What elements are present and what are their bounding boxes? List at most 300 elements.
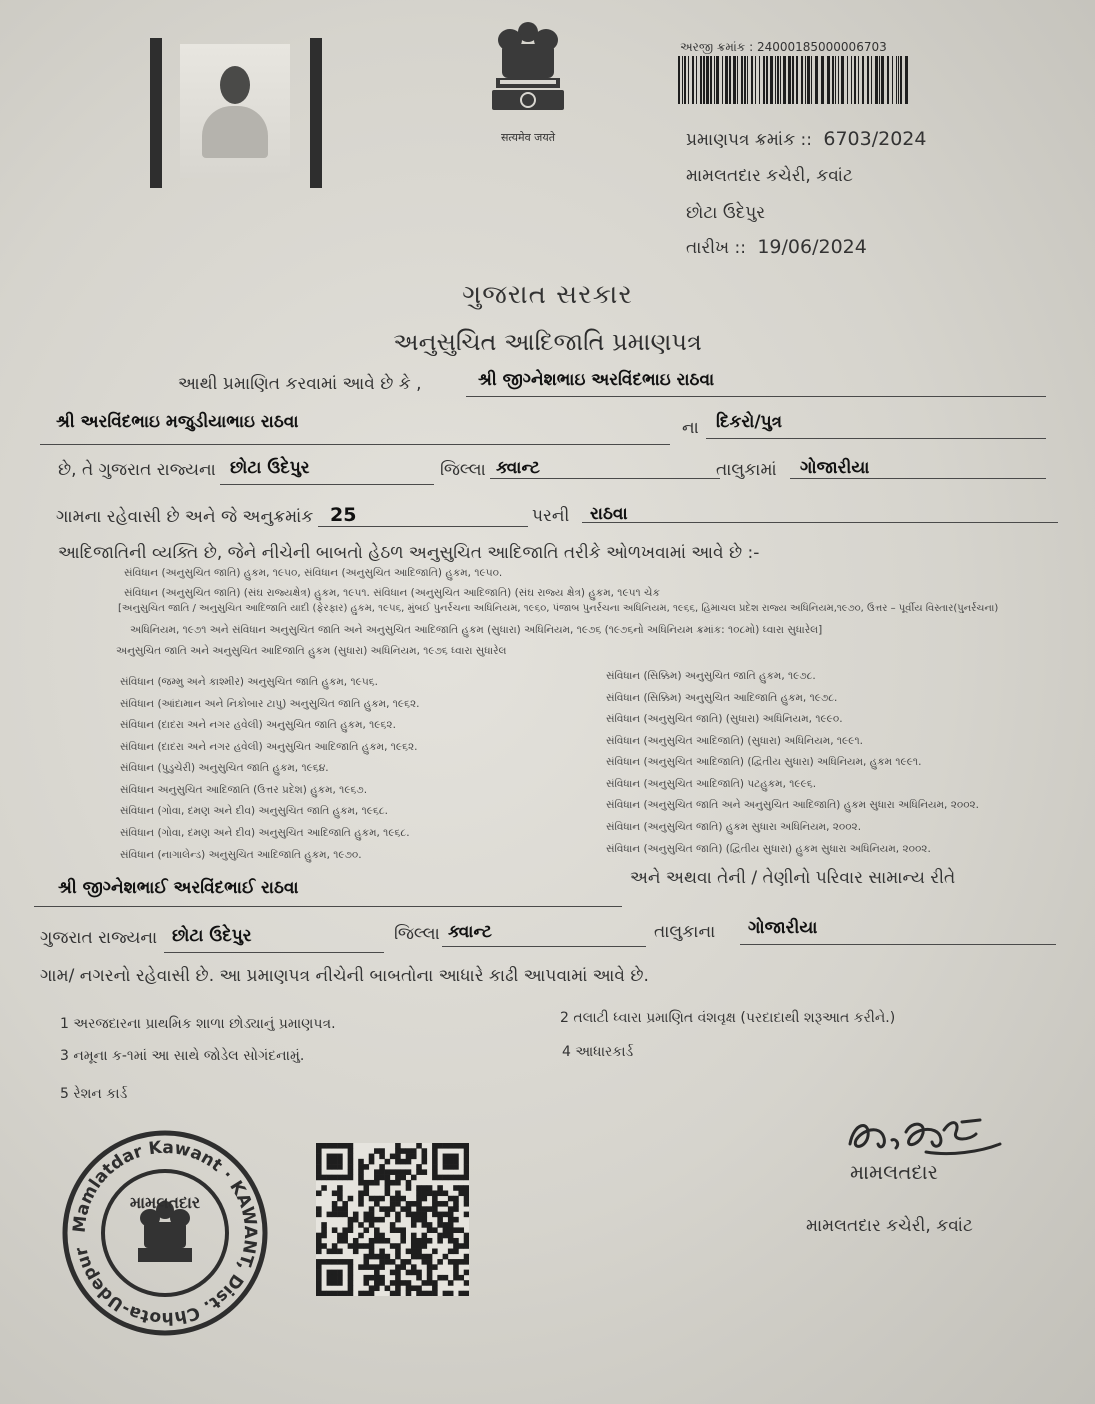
qr-module — [427, 1254, 433, 1260]
qr-module — [379, 1238, 385, 1244]
qr-module — [363, 1254, 369, 1260]
qr-module — [453, 1259, 459, 1265]
qr-module — [316, 1275, 322, 1281]
qr-module — [369, 1275, 375, 1281]
qr-module — [342, 1259, 348, 1265]
qr-module — [432, 1285, 438, 1291]
barcode-bar — [827, 56, 830, 104]
barcode-graphic — [678, 56, 910, 104]
barcode-bar — [905, 56, 908, 104]
qr-module — [390, 1270, 396, 1276]
qr-module — [427, 1275, 433, 1281]
qr-module — [348, 1175, 354, 1181]
qr-module — [437, 1238, 443, 1244]
qr-module — [379, 1249, 385, 1255]
qr-module — [432, 1201, 438, 1207]
barcode-bar — [751, 56, 753, 104]
qr-module — [353, 1212, 359, 1218]
qr-module — [448, 1143, 454, 1149]
qr-module — [432, 1190, 438, 1196]
qr-module — [348, 1280, 354, 1286]
qr-module — [348, 1275, 354, 1281]
qr-module — [358, 1201, 364, 1207]
order-right-item: સંવિધાન (સિક્કિમ) અનુસુચિત જાતિ હુકમ, ૧૯૭૮. — [606, 670, 816, 682]
qr-module — [432, 1148, 438, 1154]
qr-module — [337, 1238, 343, 1244]
qr-module — [395, 1264, 401, 1270]
barcode — [678, 56, 910, 104]
barcode-bar — [688, 56, 689, 104]
barcode-bar — [875, 56, 878, 104]
qr-module — [458, 1227, 464, 1233]
qr-module — [316, 1206, 322, 1212]
barcode-bar — [678, 56, 680, 104]
qr-module — [316, 1175, 322, 1181]
qr-module — [363, 1164, 369, 1170]
qr-module — [337, 1196, 343, 1202]
barcode-bar — [832, 56, 834, 104]
qr-module — [369, 1212, 375, 1218]
qr-module — [416, 1270, 422, 1276]
qr-module — [437, 1201, 443, 1207]
qr-module — [342, 1206, 348, 1212]
qr-module — [332, 1159, 338, 1165]
qr-module — [411, 1243, 417, 1249]
signatory-office: મામલતદાર કચેરી, કવાંટ — [806, 1216, 973, 1236]
family-label: અને અથવા તેની / તેણીનો પરિવાર સામાન્ય રીતે — [630, 868, 956, 888]
qr-module — [363, 1275, 369, 1281]
qr-module — [406, 1291, 412, 1296]
barcode-bar — [737, 56, 738, 104]
qr-module — [453, 1185, 459, 1191]
qr-module — [390, 1169, 396, 1175]
photo-head — [220, 66, 250, 104]
qr-module — [464, 1212, 469, 1218]
barcode-bar — [881, 56, 884, 104]
qr-module — [427, 1227, 433, 1233]
qr-module — [369, 1243, 375, 1249]
qr-module — [422, 1222, 428, 1228]
qr-module — [348, 1285, 354, 1291]
qr-module — [348, 1270, 354, 1276]
qr-module — [464, 1159, 469, 1165]
qr-module — [400, 1227, 406, 1233]
qr-module — [437, 1190, 443, 1196]
barcode-bar — [747, 56, 748, 104]
qr-module — [395, 1169, 401, 1175]
qr-module — [348, 1164, 354, 1170]
qr-module — [437, 1212, 443, 1218]
qr-module — [390, 1243, 396, 1249]
qr-module — [453, 1264, 459, 1270]
qr-module — [374, 1275, 380, 1281]
document-item-4: 4 આધારકાર્ડ — [562, 1044, 634, 1060]
qr-module — [348, 1264, 354, 1270]
qr-module — [348, 1291, 354, 1296]
qr-module — [464, 1169, 469, 1175]
orders-right-column — [606, 670, 979, 864]
qr-module — [416, 1243, 422, 1249]
qr-module — [342, 1233, 348, 1239]
order-left-item: સંવિધાન (ગોવા, દમણ અને દીવ) અનુસુચિત આદિજાતિ હુકમ, ૧૯૬૮. — [120, 826, 410, 839]
order-right-item: સંવિધાન (અનુસુચિત જાતિ) (સુધારા) અધિનિયમ, ૧૯૯૦. — [606, 713, 843, 726]
order-right-item: સંવિધાન (અનુસુચિત આદિજાતિ) (સુધારા) અધિનિયમ, ૧૯૯૧. — [606, 734, 863, 747]
qr-module — [337, 1233, 343, 1239]
taluka-label: તાલુકામાં — [716, 460, 777, 480]
qr-module — [385, 1212, 391, 1218]
qr-module — [464, 1201, 469, 1207]
document-item-3: 3 નમૂના ક-૧માં આ સાથે જોડેલ સોગંદનામું. — [60, 1048, 305, 1064]
qr-module — [416, 1275, 422, 1281]
qr-module — [464, 1259, 469, 1265]
qr-module — [458, 1190, 464, 1196]
qr-module — [379, 1154, 385, 1160]
qr-module — [411, 1249, 417, 1255]
qr-module — [316, 1164, 322, 1170]
qr-module — [422, 1291, 428, 1296]
qr-module — [453, 1206, 459, 1212]
qr-module — [379, 1254, 385, 1260]
qr-module — [400, 1280, 406, 1286]
qr-module — [443, 1190, 449, 1196]
qr-module — [369, 1285, 375, 1291]
qr-module — [369, 1159, 375, 1165]
ashoka-emblem-icon — [486, 14, 570, 126]
qr-module — [369, 1217, 375, 1223]
qr-module — [358, 1190, 364, 1196]
qr-module — [379, 1280, 385, 1286]
qr-module — [432, 1164, 438, 1170]
qr-module — [332, 1270, 338, 1276]
qr-module — [453, 1175, 459, 1181]
family-state-label: ગુજરાત રાજ્યના — [40, 928, 158, 948]
qr-module — [443, 1254, 449, 1260]
qr-module — [422, 1154, 428, 1160]
family-district-line — [164, 952, 384, 953]
barcode-bar — [796, 56, 798, 104]
qr-module — [374, 1169, 380, 1175]
qr-module — [316, 1291, 322, 1296]
qr-module — [316, 1159, 322, 1165]
qr-module — [464, 1280, 469, 1286]
barcode-bar — [706, 56, 709, 104]
qr-module — [406, 1201, 412, 1207]
issue-date: 19/06/2024 — [757, 236, 867, 258]
qr-module — [374, 1285, 380, 1291]
qr-module — [400, 1196, 406, 1202]
qr-module — [316, 1212, 322, 1218]
qr-module — [327, 1259, 333, 1265]
qr-module — [443, 1175, 449, 1181]
qr-module — [369, 1222, 375, 1228]
qr-module — [422, 1238, 428, 1244]
qr-module — [464, 1154, 469, 1160]
qr-module — [321, 1175, 327, 1181]
qr-module — [448, 1280, 454, 1286]
qr-module — [395, 1143, 401, 1149]
qr-module — [443, 1154, 449, 1160]
qr-module — [464, 1196, 469, 1202]
barcode-bar — [896, 56, 897, 104]
holder-name: શ્રી જીગ્નેશભાઇ અરવિંદભાઇ રાઠવા — [478, 370, 715, 390]
qr-module — [448, 1259, 454, 1265]
qr-module — [316, 1270, 322, 1276]
qr-module — [432, 1175, 438, 1181]
family-taluka-line — [442, 946, 646, 947]
qr-module — [395, 1190, 401, 1196]
qr-module — [395, 1148, 401, 1154]
qr-module — [416, 1254, 422, 1260]
qr-module — [390, 1201, 396, 1207]
qr-module — [411, 1148, 417, 1154]
signature-scribble-icon — [840, 1110, 1010, 1160]
qr-module — [348, 1169, 354, 1175]
qr-module — [348, 1143, 354, 1149]
barcode-bar — [838, 56, 839, 104]
qr-module — [369, 1264, 375, 1270]
qr-module — [443, 1143, 449, 1149]
qr-module — [316, 1249, 322, 1255]
qr-module — [395, 1159, 401, 1165]
qr-module — [453, 1217, 459, 1223]
qr-module — [416, 1212, 422, 1218]
qr-module — [411, 1233, 417, 1239]
issuing-office: મામલતદાર કચેરી, કવાંટ — [686, 166, 853, 186]
qr-module — [332, 1227, 338, 1233]
qr-module — [327, 1164, 333, 1170]
qr-module — [363, 1243, 369, 1249]
photo-border-left — [150, 38, 162, 188]
qr-module — [395, 1154, 401, 1160]
intro-label: આથી પ્રમાણિત કરવામાં આવે છે કે , — [178, 374, 422, 394]
qr-module — [316, 1243, 322, 1249]
qr-module — [443, 1275, 449, 1281]
qr-module — [342, 1291, 348, 1296]
order-line-5: અનુસુચિત જાતિ અને અનુસુચિત આદિજાતિ હુકમ (સુધારા) અધિનિયમ, ૧૯૭૬ ધ્વારા સુધારેલ — [116, 645, 507, 657]
qr-module — [411, 1175, 417, 1181]
qr-module — [327, 1270, 333, 1276]
qr-module — [422, 1185, 428, 1191]
qr-module — [363, 1185, 369, 1191]
qr-module — [342, 1227, 348, 1233]
barcode-bar — [854, 56, 856, 104]
qr-module — [464, 1164, 469, 1170]
qr-module — [395, 1180, 401, 1186]
qr-module — [390, 1227, 396, 1233]
qr-module — [316, 1233, 322, 1239]
qr-module — [385, 1254, 391, 1260]
qr-module — [406, 1249, 412, 1255]
qr-module — [406, 1270, 412, 1276]
qr-module — [327, 1291, 333, 1296]
barcode-bar — [770, 56, 773, 104]
qr-module — [464, 1243, 469, 1249]
qr-module — [416, 1164, 422, 1170]
barcode-bar — [725, 56, 728, 104]
barcode-bar — [900, 56, 902, 104]
qr-module — [448, 1159, 454, 1165]
barcode-bar — [714, 56, 715, 104]
qr-module — [358, 1180, 364, 1186]
qr-module — [374, 1270, 380, 1276]
qr-module — [348, 1243, 354, 1249]
qr-module — [464, 1190, 469, 1196]
barcode-bar — [879, 56, 880, 104]
qr-module — [400, 1175, 406, 1181]
qr-module — [458, 1243, 464, 1249]
order-right-item: સંવિધાન (અનુસુચિત આદિજાતિ) (દ્વિતીય સુધારા) અધિનિયમ, હુકમ ૧૯૯૧. — [606, 756, 922, 769]
certificate-number: 6703/2024 — [823, 128, 927, 150]
issue-date-row — [686, 236, 867, 258]
qr-module — [327, 1249, 333, 1255]
qr-module — [453, 1270, 459, 1276]
qr-module — [400, 1264, 406, 1270]
barcode-bar — [741, 56, 743, 104]
family-taluka-name: ક્વાન્ટ — [448, 922, 492, 942]
qr-module — [427, 1280, 433, 1286]
qr-module — [337, 1164, 343, 1170]
qr-module — [337, 1270, 343, 1276]
barcode-bar — [780, 56, 781, 104]
qr-module — [390, 1206, 396, 1212]
qr-module — [453, 1159, 459, 1165]
qr-module — [321, 1243, 327, 1249]
qr-module — [348, 1154, 354, 1160]
order-line-4: અધિનિયમ, ૧૯૭૧ અને સંવિધાન અનુસુચિત જાતિ અને અનુસુચિત આદિજાતિ હુકમ (સુધારા) અધિનિયમ, ૧૯૭૬ (૧૯૭૬નો અધિનિયમ ક્રમાંક: ૧૦૮મો) ધ્વારા સુધારેલ] — [130, 624, 823, 636]
qr-module — [422, 1190, 428, 1196]
qr-module — [374, 1201, 380, 1207]
order-line-1: સંવિધાન (અનુસુચિત જાતિ) હુકમ, ૧૯૫૦, સંવિધાન (અનુસુચિત આદિજાતિ) હુકમ, ૧૯૫૦. — [124, 567, 503, 579]
qr-module — [395, 1280, 401, 1286]
qr-module — [453, 1196, 459, 1202]
barcode-bar — [862, 56, 864, 104]
qr-module — [332, 1175, 338, 1181]
qr-module — [453, 1243, 459, 1249]
qr-module — [348, 1222, 354, 1228]
order-line-3: [અનુસુચિત જાતિ / અનુસુચિત આદિજાતિ યાદી (ફેરફાર) હુકમ, ૧૯૫૬, મુંબઈ પુનર્રચના અધિનિયમ, ૧૯૬૦, પંજાબ પુનર્રચના અધિનિયમ, ૧૯૬૬, હિમાચલ પ્રદેશ રાજ્ય અધિનિયમ,૧૯૭૦, ઉત્તર – પૂર્વીય વિસ્તાર(પુનર્રચના) — [118, 603, 999, 614]
qr-module — [321, 1291, 327, 1296]
qr-module — [432, 1169, 438, 1175]
qr-module — [363, 1280, 369, 1286]
qr-module — [458, 1185, 464, 1191]
order-left-item: સંવિધાન (ગોવા, દમણ અને દીવ) અનુસુચિત જાતિ હુકમ, ૧૯૬૮. — [120, 805, 388, 818]
qr-module — [316, 1238, 322, 1244]
qr-module — [427, 1185, 433, 1191]
photo-border-right — [310, 38, 322, 188]
qr-module — [385, 1159, 391, 1165]
qr-module — [432, 1143, 438, 1149]
barcode-bar — [847, 56, 848, 104]
qr-module — [385, 1238, 391, 1244]
qr-module — [422, 1243, 428, 1249]
seal-icon — [60, 1128, 270, 1338]
qr-module — [337, 1275, 343, 1281]
family-district: છોટા ઉદેપુર — [172, 926, 252, 946]
qr-module — [416, 1291, 422, 1296]
qr-module — [316, 1190, 322, 1196]
qr-module — [400, 1148, 406, 1154]
qr-module — [348, 1148, 354, 1154]
qr-module — [395, 1249, 401, 1255]
qr-module — [363, 1264, 369, 1270]
qr-module — [327, 1175, 333, 1181]
qr-module — [374, 1217, 380, 1223]
qr-module — [427, 1264, 433, 1270]
document-item-2: 2 તલાટી ધ્વારા પ્રમાણિત વંશવૃક્ષ (પરદાદાથી શરૂઆત કરીને.) — [560, 1010, 896, 1026]
qr-module — [437, 1259, 443, 1265]
seal-center-text: મામલતદાર — [129, 1193, 201, 1212]
qr-module — [385, 1185, 391, 1191]
father-name-line — [40, 444, 670, 445]
qr-module — [327, 1275, 333, 1281]
qr-module — [337, 1212, 343, 1218]
qr-module — [400, 1259, 406, 1265]
qr-module — [411, 1254, 417, 1260]
qr-module — [358, 1159, 364, 1165]
qr-module — [432, 1249, 438, 1255]
qr-module — [448, 1175, 454, 1181]
qr-module — [453, 1238, 459, 1244]
qr-module — [369, 1196, 375, 1202]
qr-module — [316, 1148, 322, 1154]
relation: દિકરો/પુત્ર — [716, 412, 783, 432]
qr-module — [358, 1233, 364, 1239]
qr-module — [337, 1206, 343, 1212]
qr-module — [363, 1212, 369, 1218]
qr-module — [332, 1259, 338, 1265]
qr-module — [453, 1154, 459, 1160]
qr-module — [464, 1233, 469, 1239]
qr-module — [453, 1164, 459, 1170]
qr-module — [321, 1222, 327, 1228]
order-line-2: સંવિધાન (અનુસુચિત જાતિ) (સંઘ રાજ્યક્ષેત્ર) હુકમ, ૧૯૫૧. સંવિધાન (અનુસુચિત આદિજાતિ) (સંઘ રાજ્ય ક્ષેત્ર) હુકમ, ૧૯૫૧ ચેક — [124, 587, 660, 599]
qr-module — [406, 1169, 412, 1175]
barcode-bar — [867, 56, 869, 104]
qr-module — [448, 1206, 454, 1212]
qr-module — [363, 1217, 369, 1223]
qr-module — [374, 1196, 380, 1202]
order-left-item: સંવિધાન (નાગાલેન્ડ) અનુસુચિત આદિજાતિ હુકમ, ૧૯૭૦. — [120, 848, 362, 861]
relation-line — [706, 438, 1046, 439]
qr-module — [437, 1143, 443, 1149]
issue-date-label: તારીખ — [686, 238, 730, 258]
qr-module — [374, 1227, 380, 1233]
qr-module — [422, 1148, 428, 1154]
family-holder-name: શ્રી જીગ્નેશભાઈ અરવિંદભાઈ રાઠવા — [58, 878, 299, 898]
qr-module — [379, 1175, 385, 1181]
qr-module — [464, 1238, 469, 1244]
qr-module — [353, 1243, 359, 1249]
qr-module — [411, 1201, 417, 1207]
qr-module — [363, 1180, 369, 1186]
qr-module — [337, 1259, 343, 1265]
barcode-bar — [841, 56, 844, 104]
qr-module — [443, 1222, 449, 1228]
qr-module — [358, 1164, 364, 1170]
barcode-bar — [851, 56, 852, 104]
qr-module — [422, 1159, 428, 1165]
barcode-bar — [887, 56, 889, 104]
qr-module — [422, 1233, 428, 1239]
qr-module — [316, 1285, 322, 1291]
order-left-item: સંવિધાન (પુડુચેરી) અનુસુચિત જાતિ હુકમ, ૧૯૬૪. — [120, 762, 329, 775]
barcode-bar — [898, 56, 899, 104]
barcode-bar — [805, 56, 806, 104]
order-right-item: સંવિધાન (અનુસુચિત જાતિ) હુકમ સુધારા અધિનિયમ, ૨૦૦૨. — [606, 820, 862, 833]
qr-module — [406, 1154, 412, 1160]
qr-module — [427, 1270, 433, 1276]
qr-module — [458, 1291, 464, 1296]
